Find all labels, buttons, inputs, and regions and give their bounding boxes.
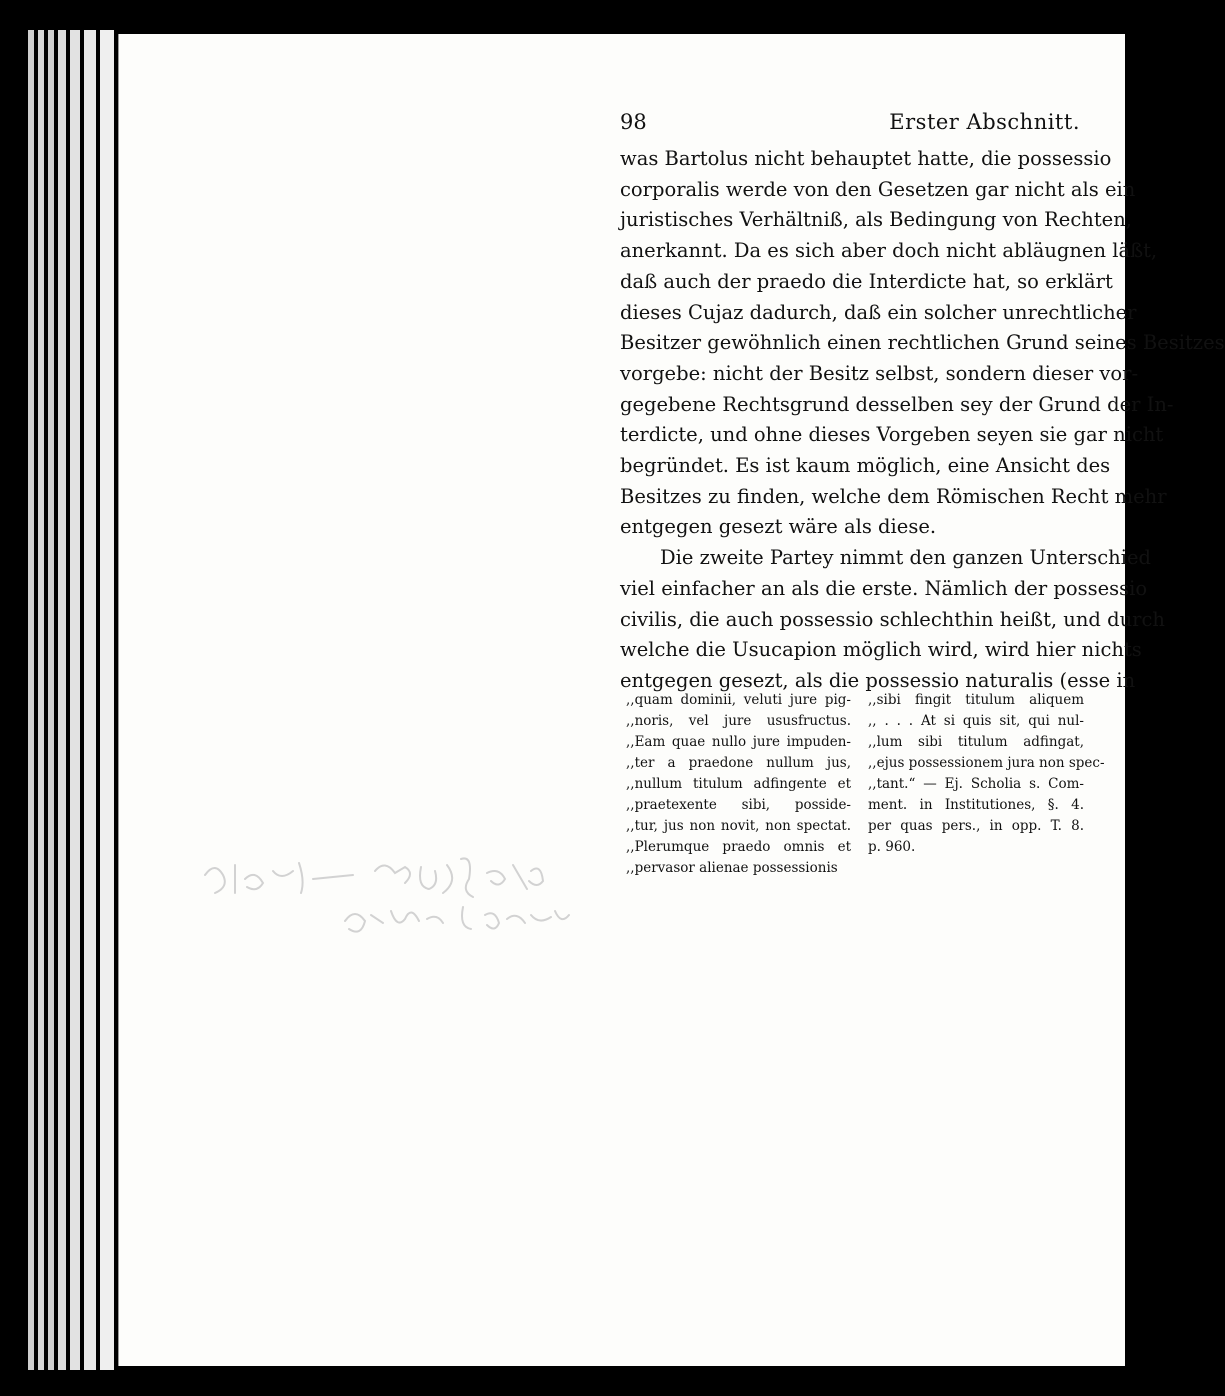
body-line: Die zweite Partey nimmt den ganzen Unterschied xyxy=(660,546,1151,570)
page-number: 98 xyxy=(620,110,647,134)
body-line: entgegen gesezt, als die possessio naturalis (esse in xyxy=(620,668,1136,692)
body-line: corporalis werde von den Gesetzen gar nicht als ein xyxy=(620,177,1136,201)
body-line: anerkannt. Da es sich aber doch nicht abläugnen läßt, xyxy=(620,239,1158,263)
footnote-column-left xyxy=(626,690,851,879)
footnote-line: ,,lum sibi titulum adfingat, xyxy=(868,734,1084,750)
body-text xyxy=(620,144,1225,697)
body-line: civilis, die auch possessio schlechthin heißt, und durch xyxy=(620,607,1165,631)
footnote-line: ,,Eam quae nullo jure impuden- xyxy=(626,734,851,750)
page-header xyxy=(620,110,1084,140)
body-line: Besitzer gewöhnlich einen rechtlichen Grund seines Besitzes xyxy=(620,331,1225,355)
footnote-line: ,,ejus possessionem jura non spec- xyxy=(868,755,1105,771)
footnote-line: ment. in Institutiones, §. 4. xyxy=(868,797,1084,813)
body-line: terdicte, und ohne dieses Vorgeben seyen sie gar nicht xyxy=(620,423,1164,447)
footnote-line: ,, . . . At si quis sit, qui nul- xyxy=(868,713,1084,729)
body-line: juristisches Verhältniß, als Bedingung von Rechten, xyxy=(620,208,1132,232)
body-line: Besitzes zu finden, welche dem Römischen Recht mehr xyxy=(620,484,1167,508)
footnote-line: ,,tant.“ — Ej. Scholia s. Com- xyxy=(868,776,1084,792)
body-line: was Bartolus nicht behauptet hatte, die possessio xyxy=(620,147,1112,170)
footnote-line: ,,pervasor alienae possessionis xyxy=(626,860,838,876)
body-line: gegebene Rechtsgrund desselben sey der Grund der In- xyxy=(620,392,1174,416)
body-line: dieses Cujaz dadurch, daß ein solcher unrechtlicher xyxy=(620,300,1137,324)
footnote-line: ,,Plerumque praedo omnis et xyxy=(626,839,851,855)
footnote-line: ,,praetexente sibi, posside- xyxy=(626,797,851,813)
body-line: welche die Usucapion möglich wird, wird hier nichts xyxy=(620,638,1142,662)
footnote-line: ,,ter a praedone nullum jus, xyxy=(626,755,851,771)
footnote-line: ,,nullum titulum adfingente et xyxy=(626,776,851,792)
body-line: entgegen gesezt wäre als diese. xyxy=(620,515,937,539)
footnote-line: p. 960. xyxy=(868,839,916,855)
footnote-line: ,,noris, vel jure ususfructus. xyxy=(626,713,851,729)
footnote-line: per quas pers., in opp. T. 8. xyxy=(868,818,1084,834)
footnote-line: ,,quam dominii, veluti jure pig- xyxy=(626,692,851,708)
pencil-marginalia xyxy=(195,845,615,955)
body-line: daß auch der praedo die Interdicte hat, so erklärt xyxy=(620,269,1113,293)
body-line: viel einfacher an als die erste. Nämlich der possessio xyxy=(620,576,1148,600)
body-line: vorgebe: nicht der Besitz selbst, sondern dieser vor- xyxy=(620,361,1139,385)
footnote-line: ,,sibi fingit titulum aliquem xyxy=(868,692,1084,708)
body-line: begründet. Es ist kaum möglich, eine Ansicht des xyxy=(620,454,1111,478)
running-head: Erster Abschnitt. xyxy=(889,110,1080,134)
footnote-column-right xyxy=(868,690,1105,858)
footnote-line: ,,tur, jus non novit, non spectat. xyxy=(626,818,851,834)
